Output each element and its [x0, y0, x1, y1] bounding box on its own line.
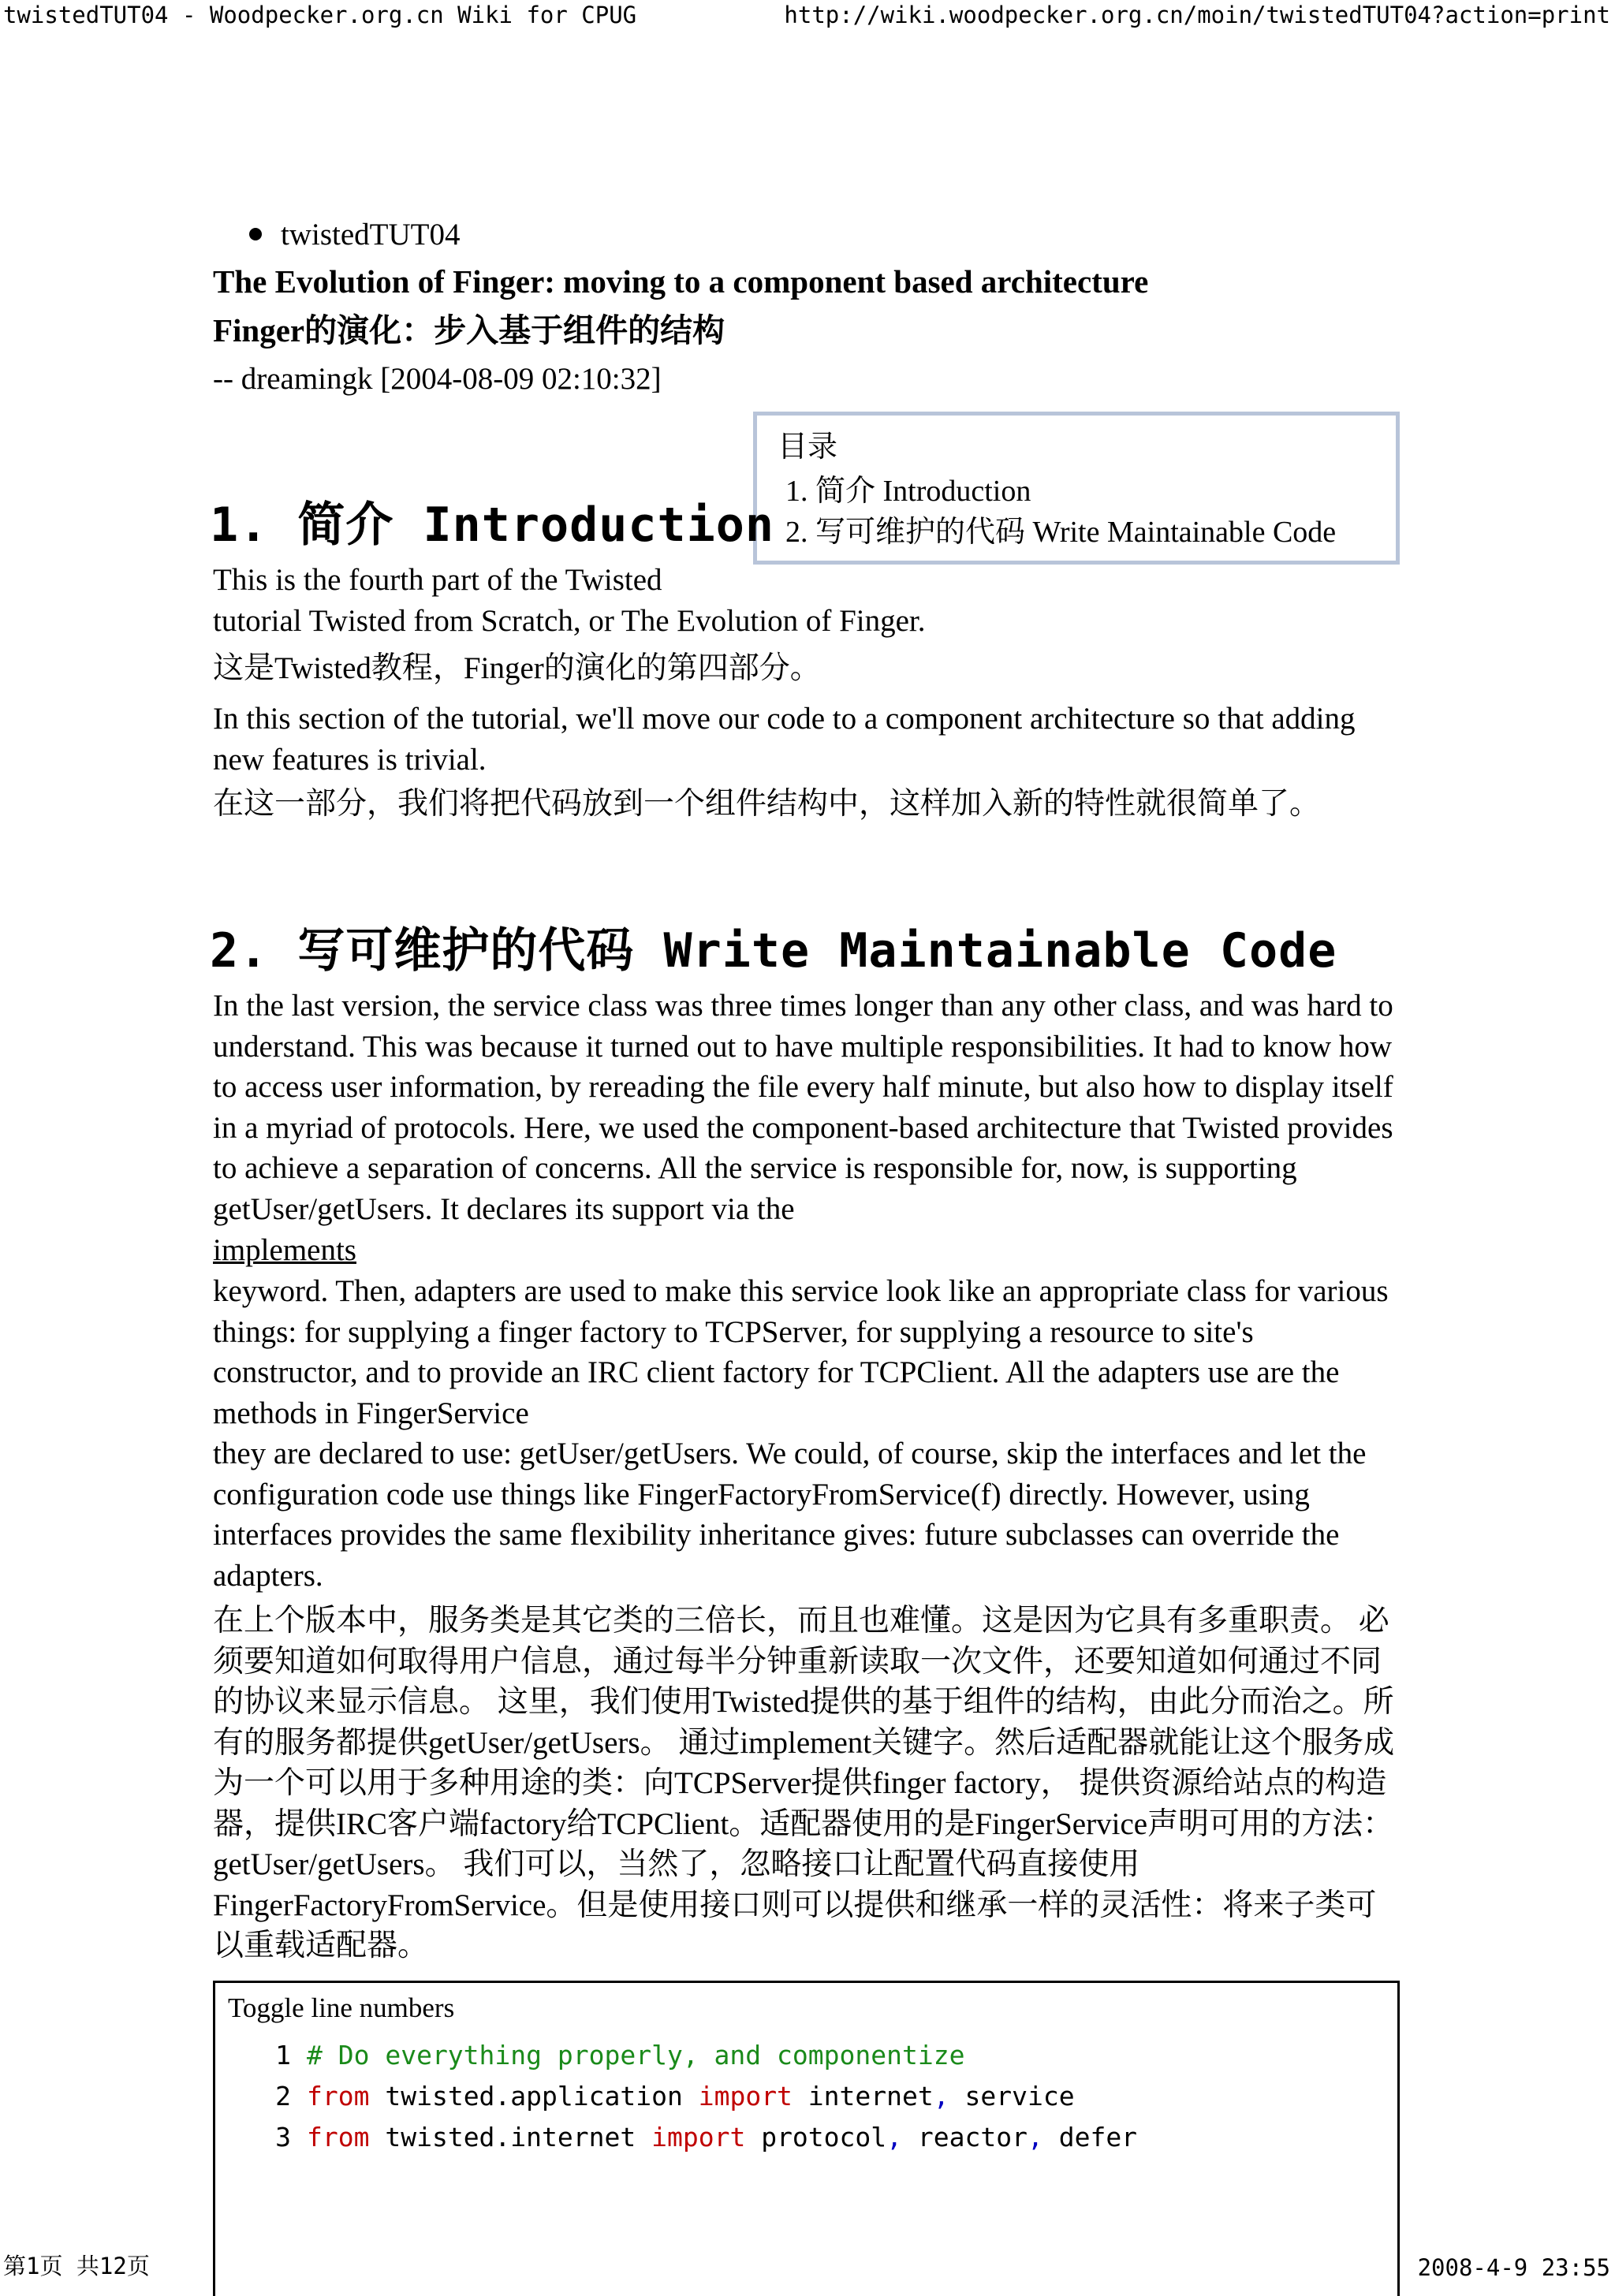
toc-item-write-maintainable-code[interactable]: 2. 写可维护的代码 Write Maintainable Code [785, 516, 1337, 549]
toc-item-introduction[interactable]: 1. 简介 Introduction [785, 475, 1031, 508]
header-url: http://wiki.woodpecker.org.cn/moin/twistedTUT04?action=print [784, 2, 1610, 28]
code-keyword: import [651, 2122, 746, 2152]
intro-paragraph-2-zh: 在这一部分，我们将把代码放到一个组件结构中，这样加入新的特性就很简单了。 [213, 787, 1321, 821]
toc-title: 目录 [778, 430, 838, 464]
code-operator: , [933, 2081, 949, 2112]
line-number: 3 [275, 2122, 291, 2152]
code-line [215, 2117, 1397, 2158]
footer-timestamp: 2008-4-9 23:55 [1417, 2254, 1610, 2281]
author-byline: -- dreamingk [2004-08-09 02:10:32] [213, 362, 662, 396]
table-of-contents [753, 412, 1400, 565]
code-operator: , [886, 2122, 903, 2152]
maintainable-paragraph-part3: they are declared to use: getUser/getUsers. We could, of course, skip the interfaces and let the configuration code use things like FingerFactoryFromService(f) directly. However, using interfaces provides the same flexibility inheritance gives: future subclasses can override the adapters. [213, 1437, 1367, 1593]
maintainable-paragraph-zh: 在上个版本中，服务类是其它类的三倍长，而且也难懂。这是因为它具有多重职责。 必须要知道如何取得用户信息，通过每半分钟重新读取一次文件，还要知道如何通过不同的协议来显示信息。 这里，我们使用Twisted提供的基于组件的结构，由此分而治之。所有的服务都提供getUser/getUsers。 通过implement关键字。然后适配器就能让这个服务成为一个可以用于多种用途的类：向TCPServer提供finger factory， 提供资源给站点的构造器，提供IRC客户端factory给TCPClient。适配器使用的是FingerService声明可用的方法：getUser/getUsers。 我们可以，当然了，忽略接口让配置代码直接使用FingerFactoryFromService。但是使用接口则可以提供和继承一样的灵活性：将来子类可以重载适配器。 [213, 1604, 1395, 1962]
footer-page-number: 第1页 共12页 [3, 2253, 150, 2279]
page-intro [213, 213, 1404, 404]
code-operator: , [1027, 2122, 1043, 2152]
breadcrumb-link[interactable]: twistedTUT04 [281, 218, 461, 252]
maintainable-paragraph-part1: In the last version, the service class was three times longer than any other class, and was hard to understand. This was because it turned out to have multiple responsibilities. It had to know how to access user information, by rereading the file every half minute, but also how to display itself in a myriad of protocols. Here, we used the component-based architecture that Twisted provides to achieve a separation of concerns. All the service is responsible for, now, is supporting getUser/getUsers. It declares its support via the [213, 989, 1393, 1226]
code-block [213, 1981, 1400, 2296]
header-page-title: twistedTUT04 - Woodpecker.org.cn Wiki for CPUG [3, 2, 637, 28]
code-module: twisted.internet [369, 2122, 652, 2152]
implements-link-line [213, 1230, 1404, 1271]
maintainable-paragraph-part2: keyword. Then, adapters are used to make this service look like an appropriate class for various things: for supplying a finger factory to TCPServer, for supplying a resource to site's constructor, and to provide an IRC client factory for TCPClient. All the adapters use are the methods in FingerService [213, 1274, 1389, 1430]
code-name: internet [792, 2081, 934, 2112]
intro-paragraph-line1: This is the fourth part of the Twisted [213, 563, 662, 597]
toggle-line-numbers[interactable]: Toggle line numbers [228, 1992, 455, 2023]
line-number: 1 [275, 2040, 291, 2070]
intro-paragraph-2: In this section of the tutorial, we'll move our code to a component architecture so that adding new features is trivial. [213, 702, 1356, 777]
print-footer [0, 2253, 1615, 2284]
breadcrumb [213, 213, 1404, 257]
page-title-en: The Evolution of Finger: moving to a component based architecture [213, 263, 1149, 300]
print-header [0, 0, 1615, 32]
section-heading-introduction: 1. 简介 Introduction [210, 498, 774, 553]
section-heading-maintainable-code: 2. 写可维护的代码 Write Maintainable Code [210, 923, 1337, 978]
code-lines [215, 2035, 1397, 2158]
code-name: defer [1042, 2122, 1138, 2152]
code-name: protocol [745, 2122, 887, 2152]
code-module: twisted.application [369, 2081, 699, 2112]
intro-paragraph-zh: 这是Twisted教程，Finger的演化的第四部分。 [213, 651, 821, 685]
code-name: reactor [902, 2122, 1028, 2152]
implements-link[interactable]: implements [213, 1233, 356, 1267]
code-keyword: import [698, 2081, 793, 2112]
code-comment: # Do everything properly, and componentize [307, 2040, 965, 2070]
intro-paragraph-line2: tutorial Twisted from Scratch, or The Evolution of Finger. [213, 604, 926, 638]
code-line [215, 2076, 1397, 2117]
page-title-zh: Finger的演化：步入基于组件的结构 [213, 312, 725, 348]
bullet-icon [249, 228, 262, 240]
code-line [215, 2035, 1397, 2076]
code-keyword: from [307, 2081, 370, 2112]
code-name: service [949, 2081, 1075, 2112]
code-keyword: from [307, 2122, 370, 2152]
line-number: 2 [275, 2081, 291, 2112]
